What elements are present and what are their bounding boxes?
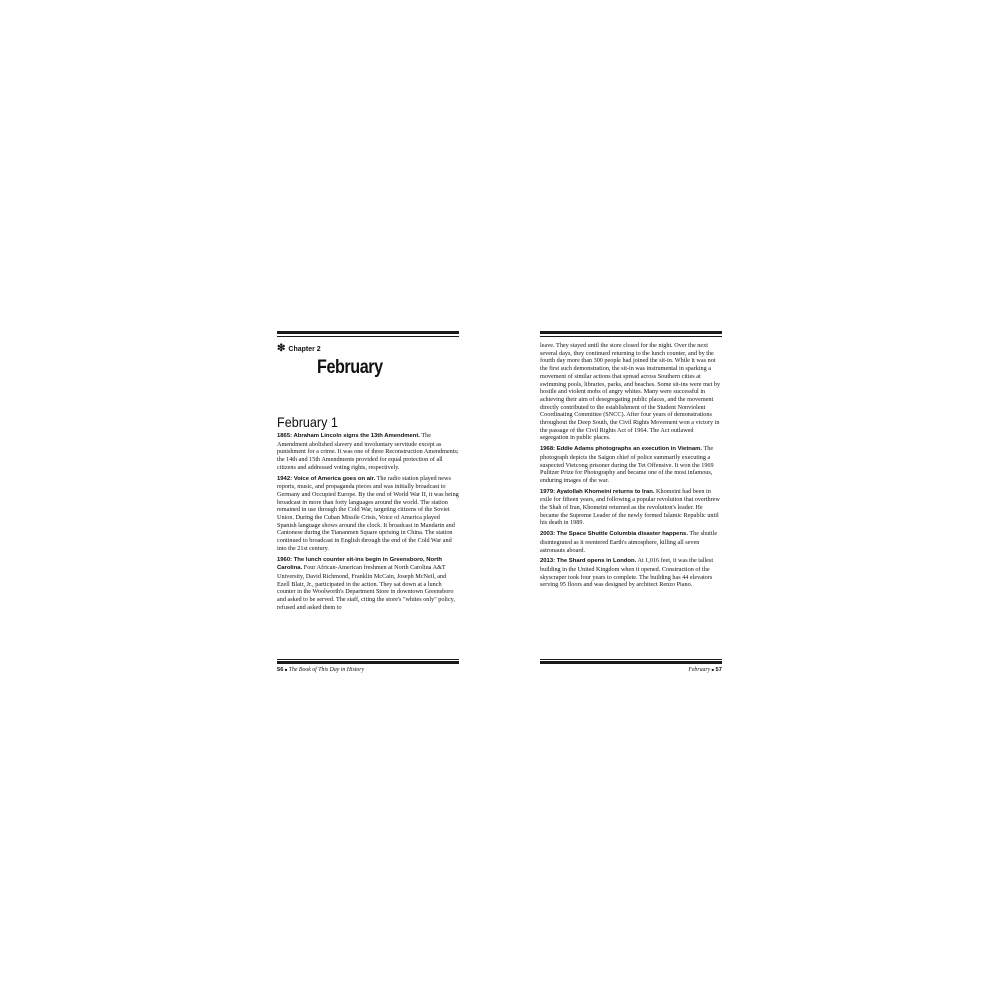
entry-title: 1865: Abraham Lincoln signs the 13th Amendment. [277,433,420,439]
entry-title: 2013: The Shard opens in London. [540,558,637,565]
entry [540,445,722,485]
chapter-label [277,344,321,354]
left-page [277,331,459,678]
running-title: February [688,667,711,673]
entry-body: The photograph depicts the Saigon chief of police summarily executing a suspected Vietcong prisoner during the Tet Offensive. It won the 1969 Pulitzer Prize for Photography and became one of the most infamous, enduring images of the war. [540,445,714,484]
entry [277,475,459,553]
entry [540,557,722,589]
entry [540,530,722,554]
footer-separator: ■ [284,667,288,672]
entry-body: The radio station played news reports, music, and propaganda pieces and was initially broadcast to Germany and Occupied Europe. By the end of World War II, it was being broadcast in more than forty languages around the world. The station remained in use through the Cold War, targeting citizens of the Soviet Union. During the Cuban Missile Crisis, Voice of America played Spanish language shows around the clock. It broadcast in Mandarin and Cantonese during the Tiananmen Square uprising in China. The station continued to broadcast in English through the end of the Cold War and into the 21st century. [277,474,459,552]
entry [540,488,722,528]
entry-body: At 1,016 feet, it was the tallest building in the United Kingdom when it opened. Construction of the skyscraper took four years to complete. The building has 44 elevators serving 95 floors and was designed by architect Renzo Piano. [540,557,714,589]
entries-list [277,432,459,614]
bottom-rule [540,659,722,664]
running-title: The Book of This Day in History [288,667,365,673]
chapter-label-text: Chapter 2 [288,345,321,353]
entry-body: The Amendment abolished slavery and involuntary servitude except as punishment for a crime. It was one of three Reconstruction Amendments; the 14th and 15th Amendments provided for equal protection of all citizens and addressed voting rights, respectively. [277,432,459,471]
entry [277,432,459,472]
right-page [540,331,722,678]
footer-separator: ■ [711,667,715,672]
page-footer [277,667,364,673]
top-rule [277,331,459,339]
entry-title: 1960: The lunch counter sit-ins begin in Greensboro, North Carolina. [277,556,442,572]
section-heading: February 1 [277,414,338,430]
page-footer [688,667,722,673]
bottom-rule [277,659,459,664]
page-number: 57 [715,667,722,673]
entry-body: Khomeini had been in exile for fifteen years, and following a popular revolution that overthrew the Shah of Iran, Khomeini returned as the revolution's leader. He became the Supreme Leader of the newly formed Islamic Republic until his death in 1989. [540,487,720,527]
page-heading: February [317,357,383,378]
entry-title: 1979: Ayatollah Khomeini returns to Iran. [540,488,655,495]
asterisk-star-icon: ❇ [277,343,286,354]
entry [277,556,459,612]
entry-body: Four African-American freshmen at North Carolina A&T University, David Richmond, Franklin McCain, Joseph McNeil, and Ezell Blair, Jr., participated in the action. They sat down at a lunch counter in the Woolworth's Department Store in downtown Greensboro and asked to be served. The staff, citing the store's "whites only" policy, refused and asked them to [277,564,455,611]
page-number: 56 [277,667,284,673]
entry-continuation: leave. They stayed until the store closed for the night. Over the next several days, they continued returning to the lunch counter, and by the fourth day more than 300 people had joined the sit-in. While it was not the first such demonstration, the sit-in was instrumental in sparking a movement of similar actions that spread across Southern cities at swimming pools, libraries, parks, and beaches. Some sit-ins were met by hostile and violent mobs of angry whites. Many were successful in achieving their aim of desegregating public places, and the movement directly contributed to the establishment of the Student Nonviolent Coordinating Committee (SNCC). After four years of demonstrations throughout the Deep South, the Civil Rights Movement won a victory in the passage of the Civil Rights Act of 1964. The Act outlawed segregation in public places. [540,342,721,442]
entry-title: 1968: Eddie Adams photographs an execution in Vietnam. [540,446,703,453]
entries-list [540,342,722,592]
top-rule [540,331,722,339]
entry-title: 2003: The Space Shuttle Columbia disaster happens. [540,531,688,538]
entry-title: 1942: Voice of America goes on air. [277,475,376,482]
entry-body: The shuttle disintegrated as it reentered Earth's atmosphere, killing all seven astronauts aboard. [540,530,718,554]
